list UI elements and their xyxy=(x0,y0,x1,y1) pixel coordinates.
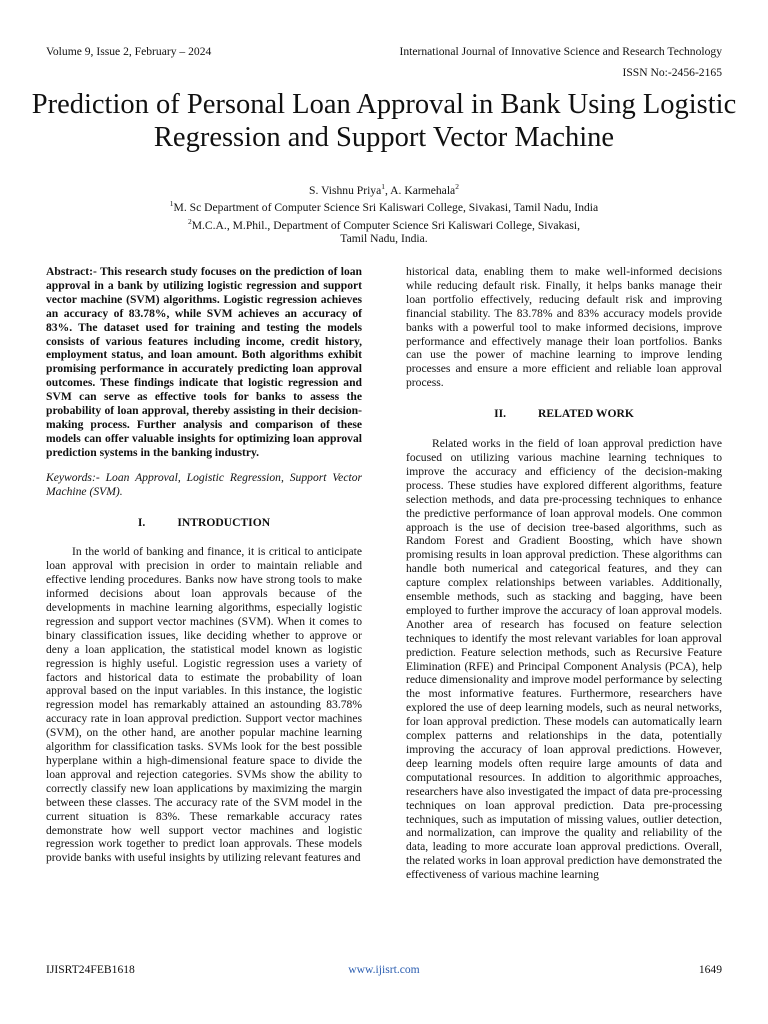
author-2-sup: 2 xyxy=(455,182,459,191)
footer-website-link[interactable]: www.ijisrt.com xyxy=(348,963,420,976)
author-block xyxy=(60,180,708,246)
section-2-heading xyxy=(406,407,722,421)
header-journal-name: International Journal of Innovative Science and Research Technology xyxy=(399,45,722,58)
section-1-heading xyxy=(46,516,362,530)
header-volume-issue: Volume 9, Issue 2, February – 2024 xyxy=(46,45,212,58)
related-work-paragraph: Related works in the field of loan approval prediction have focused on utilizing various machine learning techniques to improve the accuracy and efficiency of the decision-making process. These studies have explored different algorithms, feature selection methods, and data pre-processing techniques to enhance the predictive performance of loan approval models. One common approach is the use of decision tree-based algorithms, such as Random Forest and Gradient Boosting, which have shown promising results in loan approval prediction. These algorithms can handle both numerical and categorical features, and they can capture complex relationships between variables. Additionally, ensemble methods, such as stacking and bagging, have been employed to further improve the accuracy of loan approval models. Another area of research has focused on feature selection techniques to identify the most relevant variables for loan approval prediction. Feature selection methods, such as Recursive Feature Elimination (RFE) and Principal Component Analysis (PCA), help reduce dimensionality and improve model performance by selecting the most informative features. Furthermore, researchers have explored the use of deep learning models, such as neural networks, for loan approval prediction. These models can automatically learn complex patterns and relationships in the data, potentially improving the accuracy of loan approval predictions. However, deep learning models often require large amounts of data and computational resources. In addition to algorithmic approaches, researchers have also investigated the impact of data pre-processing techniques on loan approval prediction. Data pre-processing techniques, such as imputation of missing values, outlier detection, and normalization, can improve the quality and reliability of the data, leading to more accurate loan approval predictions. Overall, the related works in loan approval prediction have demonstrated the effectiveness of various machine learning xyxy=(406,437,722,882)
keywords xyxy=(46,471,362,499)
author-names xyxy=(60,180,708,197)
section-1-title: INTRODUCTION xyxy=(177,515,271,529)
affiliation-2 xyxy=(60,215,708,232)
author-separator: , xyxy=(385,183,391,197)
section-2-number: II. xyxy=(494,407,507,421)
affiliation-2-text: M.C.A., M.Phil., Department of Computer Science Sri Kaliswari College, Sivakasi, xyxy=(191,218,581,232)
introduction-paragraph: In the world of banking and finance, it is critical to anticipate loan approval with precision in order to maintain reliable and effective lending procedures. Banks now have strong tools to make informed decisions about loan approvals because of the developments in machine learning algorithms, especially logistic regression and support vector machines (SVM). When it comes to binary classification issues, like deciding whether to approve or deny a loan application, the statistical model known as logistic regression is highly useful. Logistic regression uses a variety of factors and historical data to estimate the probability of loan approval based on the input variables. In this instance, the logistic regression model has remarkably attained an astounding 83.78% accuracy rate in loan approval prediction. Support vector machines (SVM), on the other hand, are another popular machine learning algorithm for classification tasks. SVMs look for the best possible hyperplane within a high-dimensional feature space to divide the loan approval and rejection categories. SVMs show the ability to correctly classify new loan applications by maximizing the margin between these classes. The accuracy rate of the SVM model in the current situation is 83%. These remarkable accuracy rates demonstrate how well support vector machines and logistic regression work together to predict loan approvals. These models provide banks with useful insights by utilizing relevant features and xyxy=(46,545,362,865)
left-column xyxy=(46,265,362,865)
right-column xyxy=(406,265,722,882)
author-1-name: S. Vishnu Priya xyxy=(309,183,382,197)
abstract: Abstract:- This research study focuses on the prediction of loan approval in a bank by utilizing logistic regression and support vector machine (SVM) algorithms. Logistic regression achieves an accuracy of 83.78%, while SVM achieves an accuracy of 83%. The dataset used for training and testing the models consists of various features including income, credit history, employment status, and loan amount. Both algorithms exhibit promising performance in accurately predicting loan approval outcomes. These findings indicate that logistic regression and SVM can serve as effective tools for banks to assess the probability of loan approval, thereby assisting in their decision-making process. Further analysis and comparison of these models can offer valuable insights for optimizing loan approval prediction systems in the banking industry. xyxy=(46,265,362,459)
keywords-text: :- Loan Approval, Logistic Regression, Support Vector Machine (SVM). xyxy=(46,470,362,498)
footer-page-number: 1649 xyxy=(698,963,722,976)
header-issn: ISSN No:-2456-2165 xyxy=(622,66,722,79)
introduction-continuation: historical data, enabling them to make well-informed decisions while reducing default risk. Finally, it helps banks manage their loan portfolio effectively, reducing default risk and improving financial stability. The 83.78% and 83% accuracy models provide banks with a powerful tool to make informed decisions, improve performance and effectively manage their loan portfolios. Banks can use the power of machine learning to improve lending processes and ensure a more efficient and reliable loan approval process. xyxy=(406,265,722,390)
affiliation-2-sup: 2 xyxy=(187,216,192,226)
section-2-title: RELATED WORK xyxy=(538,407,634,421)
affiliation-1 xyxy=(60,197,708,214)
footer-paper-id: IJISRT24FEB1618 xyxy=(46,963,135,976)
author-2-name: A. Karmehala xyxy=(390,183,456,197)
affiliation-2-cont: Tamil Nadu, India. xyxy=(340,232,428,246)
affiliation-1-sup: 1 xyxy=(169,199,174,209)
keywords-label: Keywords xyxy=(46,470,92,484)
section-1-number: I. xyxy=(137,515,146,529)
paper-title: Prediction of Personal Loan Approval in Bank Using Logistic Regression and Support Vector Machine xyxy=(31,89,737,153)
author-1-sup: 1 xyxy=(381,182,385,191)
affiliation-1-text: M. Sc Department of Computer Science Sri Kaliswari College, Sivakasi, Tamil Nadu, India xyxy=(173,201,599,215)
